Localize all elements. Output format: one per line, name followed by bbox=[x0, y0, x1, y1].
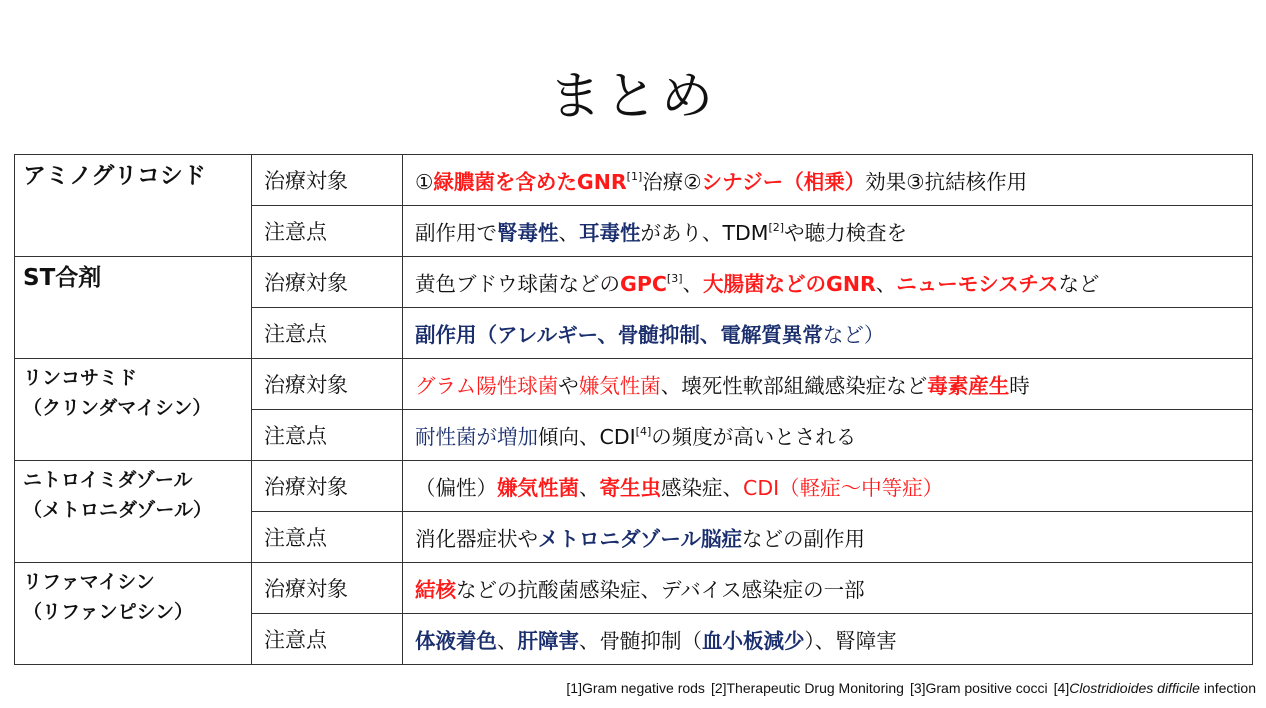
category-label: 治療対象 bbox=[252, 155, 403, 206]
drug-name-line: ST合剤 bbox=[23, 265, 102, 291]
description-cell bbox=[403, 206, 1253, 257]
category-label: 注意点 bbox=[252, 410, 403, 461]
drug-name-line: （メトロニダゾール） bbox=[23, 499, 213, 521]
footnote-ref: [3] bbox=[666, 272, 683, 285]
text-segment: 、 bbox=[579, 476, 600, 500]
text-segment: 血小板減少 bbox=[702, 629, 805, 653]
drug-name-cell bbox=[15, 461, 252, 563]
table-row bbox=[15, 257, 1253, 308]
text-segment: 効果③抗結核作用 bbox=[865, 170, 1028, 194]
category-label: 注意点 bbox=[252, 512, 403, 563]
description-cell bbox=[403, 512, 1253, 563]
page-title: まとめ bbox=[548, 67, 717, 127]
category-label: 注意点 bbox=[252, 308, 403, 359]
text-segment: シナジー（相乗） bbox=[701, 170, 866, 194]
drug-name-line: アミノグリコシド bbox=[23, 163, 206, 189]
footnotes bbox=[560, 680, 1256, 696]
drug-name-line: リンコサミド bbox=[23, 367, 138, 389]
text-segment: （偏性） bbox=[415, 476, 497, 500]
text-segment: 結核 bbox=[415, 578, 456, 602]
text-segment: 治療② bbox=[642, 170, 702, 194]
text-segment: や bbox=[558, 374, 579, 398]
table-row bbox=[15, 461, 1253, 512]
footnote-item bbox=[566, 680, 705, 696]
text-segment: 黄色ブドウ球菌などの bbox=[415, 272, 620, 296]
category-label: 治療対象 bbox=[252, 563, 403, 614]
description-cell bbox=[403, 614, 1253, 665]
footnote-text: Clostridioides difficile bbox=[1069, 680, 1200, 696]
footnote-text: [2]Therapeutic Drug Monitoring bbox=[710, 680, 904, 696]
category-label: 注意点 bbox=[252, 614, 403, 665]
category-label: 治療対象 bbox=[252, 461, 403, 512]
text-segment: 時 bbox=[1009, 374, 1030, 398]
text-segment: 大腸菌などのGNR bbox=[703, 272, 876, 296]
text-segment: 副作用（アレルギー、骨髄抑制、電解質異常 bbox=[415, 323, 823, 347]
text-segment: などの副作用 bbox=[741, 527, 865, 551]
category-label: 治療対象 bbox=[252, 257, 403, 308]
text-segment: 緑膿菌を含めたGNR bbox=[433, 170, 627, 194]
table-row bbox=[15, 155, 1253, 206]
text-segment: 耐性菌が増加 bbox=[415, 425, 538, 449]
footnote-ref: [2] bbox=[768, 221, 785, 234]
category-label: 注意点 bbox=[252, 206, 403, 257]
drug-name-line: （リファンピシン） bbox=[23, 601, 194, 623]
drug-name-line: リファマイシン bbox=[23, 571, 155, 593]
text-segment: 耳毒性 bbox=[579, 221, 641, 245]
text-segment: ① bbox=[415, 170, 434, 194]
description-cell bbox=[403, 563, 1253, 614]
text-segment: 、 bbox=[682, 272, 703, 296]
footnote-ref: [1] bbox=[626, 170, 643, 183]
text-segment: 、 bbox=[875, 272, 897, 296]
text-segment: 、 bbox=[558, 221, 579, 245]
description-cell bbox=[403, 359, 1253, 410]
text-segment: 腎毒性 bbox=[497, 221, 559, 245]
text-segment: など bbox=[1058, 272, 1100, 296]
text-segment: 副作用で bbox=[415, 221, 497, 245]
footnote-text: [4] bbox=[1053, 680, 1070, 696]
category-label: 治療対象 bbox=[252, 359, 403, 410]
text-segment: 、骨髄抑制（ bbox=[579, 629, 702, 653]
description-cell bbox=[403, 410, 1253, 461]
footnote-item bbox=[711, 680, 904, 696]
text-segment: や聴力検査を bbox=[784, 221, 908, 245]
drug-name-line: （クリンダマイシン） bbox=[23, 397, 212, 419]
text-segment: 傾向、CDI bbox=[538, 425, 636, 449]
text-segment: 、 bbox=[497, 629, 518, 653]
description-cell bbox=[403, 155, 1253, 206]
text-segment: 嫌気性菌 bbox=[578, 374, 661, 398]
description-cell bbox=[403, 461, 1253, 512]
text-segment: メトロニダゾール脳症 bbox=[538, 527, 742, 551]
text-segment: 寄生虫 bbox=[599, 476, 661, 500]
drug-name-cell bbox=[15, 257, 252, 359]
text-segment: などの抗酸菌感染症、デバイス感染症の一部 bbox=[456, 578, 865, 602]
summary-table bbox=[14, 154, 1253, 665]
description-cell bbox=[403, 308, 1253, 359]
text-segment: があり、TDM bbox=[640, 221, 769, 245]
drug-name-line: ニトロイミダゾール bbox=[23, 469, 193, 491]
footnote-item bbox=[910, 680, 1048, 696]
drug-name-cell bbox=[15, 155, 252, 257]
table-row bbox=[15, 563, 1253, 614]
text-segment: ニューモシスチス bbox=[896, 272, 1059, 296]
footnote-text: [1]Gram negative rods bbox=[566, 680, 705, 696]
text-segment: ）、腎障害 bbox=[804, 629, 897, 653]
drug-name-cell bbox=[15, 563, 252, 665]
text-segment: 感染症、 bbox=[661, 476, 743, 500]
text-segment: GPC bbox=[620, 272, 667, 296]
text-segment: 体液着色 bbox=[415, 629, 497, 653]
text-segment: グラム陽性球菌 bbox=[415, 374, 559, 398]
text-segment: など） bbox=[822, 323, 885, 347]
text-segment: 毒素産生 bbox=[927, 374, 1010, 398]
footnote-text: [3]Gram positive cocci bbox=[909, 680, 1048, 696]
footnote-ref: [4] bbox=[635, 425, 652, 438]
footnote-item bbox=[1054, 680, 1256, 696]
text-segment: 嫌気性菌 bbox=[497, 476, 579, 500]
text-segment: の頻度が高いとされる bbox=[651, 425, 857, 449]
footnote-text: infection bbox=[1199, 680, 1256, 696]
table-row bbox=[15, 359, 1253, 410]
text-segment: 肝障害 bbox=[517, 629, 579, 653]
drug-name-cell bbox=[15, 359, 252, 461]
text-segment: 、壊死性軟部組織感染症など bbox=[660, 374, 928, 398]
text-segment: 消化器症状や bbox=[415, 527, 538, 551]
description-cell bbox=[403, 257, 1253, 308]
text-segment: CDI（軽症～中等症） bbox=[743, 476, 944, 500]
